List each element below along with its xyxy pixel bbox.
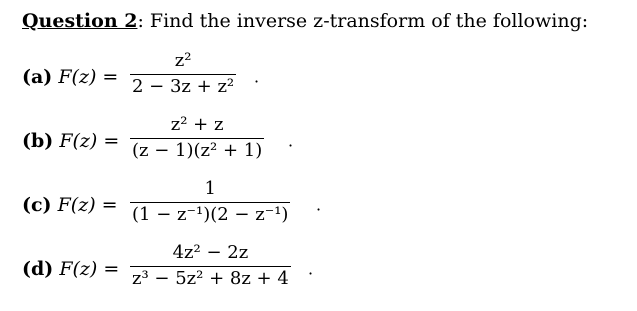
problem-letter: (b)	[22, 130, 54, 152]
question-colon: :	[137, 10, 144, 32]
function-label: F(z) =	[57, 194, 118, 216]
numerator: z² + z	[170, 114, 224, 135]
problem-label-d	[22, 258, 119, 280]
question-label: Question 2	[22, 10, 138, 32]
end-punctuation: ·	[316, 200, 322, 219]
question-heading	[22, 10, 588, 32]
fraction-b	[130, 112, 264, 163]
denominator: 2 − 3z + z²	[132, 76, 235, 97]
problem-letter: (a)	[22, 66, 53, 88]
problem-letter: (c)	[22, 194, 52, 216]
end-punctuation: ·	[308, 264, 314, 283]
denominator: (z − 1)(z² + 1)	[132, 140, 263, 161]
question-text: Find the inverse z-transform of the following:	[149, 10, 589, 32]
function-label: F(z) =	[59, 258, 120, 280]
numerator: 1	[204, 178, 216, 199]
function-label: F(z) =	[59, 130, 120, 152]
problem-letter: (d)	[22, 258, 54, 280]
end-punctuation: ·	[254, 72, 260, 91]
denominator: z³ − 5z² + 8z + 4	[132, 268, 289, 289]
problem-label-a	[22, 66, 118, 88]
denominator: (1 − z⁻¹)(2 − z⁻¹)	[132, 204, 289, 225]
problem-label-c	[22, 194, 118, 216]
fraction-a	[130, 48, 236, 99]
fraction-c	[130, 176, 290, 227]
numerator: 4z² − 2z	[172, 242, 249, 263]
fraction-d	[130, 240, 291, 291]
end-punctuation: ·	[288, 136, 294, 155]
problem-label-b	[22, 130, 119, 152]
function-label: F(z) =	[58, 66, 119, 88]
numerator: z²	[174, 50, 192, 71]
